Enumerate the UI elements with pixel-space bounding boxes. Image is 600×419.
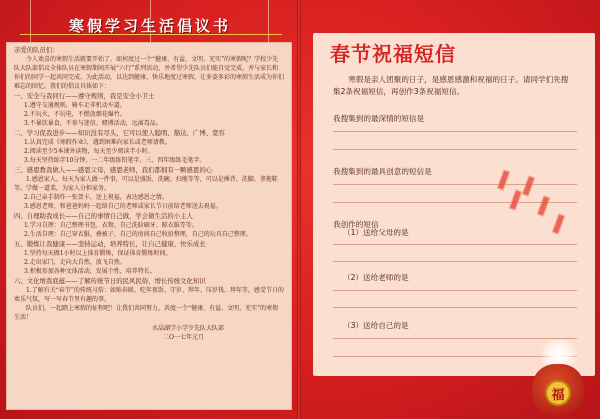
section-item: 3.每天坚持练字10分钟，一二年级练铅笔字，三、四年级练毛笔字。 (24, 157, 206, 164)
section-item: 2.阅读至少5本课外读物，每天至少阅读半小时。 (24, 148, 154, 155)
answer-line[interactable] (333, 244, 577, 245)
section-item: 2.走出家门，走向大自然，放飞自然。 (24, 259, 126, 266)
intro-paragraph: 令人欢喜的寒假生活就要开始了，如何度过一个“健康、有益、文明、充实”的寒假呢？学校少先队大队部倡议全体队员在寒假期间开展“六行”系列活动，并希望少先队员们能自觉完成，并与家长和你们的同学一起共同完成、为此活动，以达到健康、快乐地度过寒假，让多姿多彩的寒假生活成为你们难忘的回忆。我们的倡议具体如下： (14, 56, 285, 90)
section-item: 3.不暴饮暴食，不参与迷信、赌博活动，远离毒品。 (24, 120, 162, 127)
date: 二O一七年元月 (163, 334, 204, 341)
section-heading: 四、自理助我成长——自己的事情自己做，学会做生活的小主人 (14, 212, 193, 220)
greeting: 亲爱的队员们： (14, 46, 59, 54)
answer-line[interactable] (333, 338, 577, 339)
question-collected-deepest: 我搜集到的最深情的短信是 (333, 114, 425, 123)
answer-line[interactable] (333, 290, 577, 291)
answer-line[interactable] (333, 261, 577, 262)
closing-paragraph: 队员们，一起踏上寒假的征程吧！让我们共同努力，共度一个“健康、有益、文明、充实”的寒假生活！ (14, 305, 279, 321)
question-collected-creative: 我搜集到的最具创意的短信是 (333, 167, 432, 176)
answer-line[interactable] (333, 131, 577, 132)
section-item: 2.不玩火，不玩电，不燃放烟花爆竹。 (24, 111, 126, 118)
section-item: 1.感恩家人。每天为家人做一件事，可以是盛饭、洗碗、扫地等等，可以是捶背、洗脚、拿拖鞋等。学做一道菜，为家人分担家务。 (14, 176, 278, 192)
worksheet-title: 春节祝福短信 (330, 42, 456, 66)
section-item: 1.学习自理：自己整理书包、衣物、自己洗脸刷牙、晾衣服等等。 (24, 222, 198, 229)
section-heading: 三、感恩教我做人——感恩父母，感恩老师，我们都拥有一颗感恩的心 (14, 166, 213, 174)
subquestion-self: （3）送给自己的是 (343, 321, 409, 330)
title-underline (20, 34, 282, 35)
answer-line[interactable] (333, 149, 577, 150)
section-item: 3.感恩老师，和爸爸妈妈一起给自己的老师或家长节日前给老师送去祝福。 (24, 203, 222, 210)
question-own-creation: 我创作的短信 (333, 220, 379, 229)
worksheet-instructions: 寒假是亲人团聚的日子，是感恩感激和祝福的日子。请同学们先搜集2条祝福短信，再创作3条祝福短信。 (333, 75, 569, 96)
page-title: 寒假学习生活倡议书 (68, 16, 231, 35)
answer-line[interactable] (333, 184, 577, 185)
section-item: 1.遵守交通规则，骑车走非机动车道。 (24, 102, 126, 109)
section-heading: 一、安全与我同行——遵守规则，我是安全小卫士 (14, 92, 155, 100)
subquestion-teacher: （2）送给老师的是 (343, 273, 409, 282)
section-item: 2.自己亲手制作一张贺卡，送上祝福，表达感恩之情。 (24, 194, 168, 201)
section-heading: 五、锻炼让我健康——坚持运动，培养特长，让自己健康、快乐成长 (14, 240, 206, 248)
section-item: 1.坚持每天做1小时以上体育锻炼，保证体育锻炼时间。 (24, 250, 172, 257)
answer-line[interactable] (333, 307, 577, 308)
section-item: 1.认真完成《寒假作业》，遇到困难向家长或老师请教。 (24, 139, 171, 146)
page-fold-divider (297, 0, 301, 419)
section-heading: 六、文化增我底蕴——了解传统节日的民风民俗，增长传统文化知识 (14, 277, 206, 285)
section-heading: 二、学习促我进步——知识没有尽头，它可以使人聪明、豁达、广博、宽容 (14, 129, 225, 137)
proposal-letter (6, 42, 292, 410)
section-item: 2.生活自理：自己穿衣服、叠被子、自己的房间自己收拾整理，自己的玩具自己整理。 (24, 231, 252, 238)
section-item: 1.了解有关“春节”的传统习俗：如贴春联、吃年夜饭、守岁、拜年、压岁钱、拜年等，感受节日的欢乐气氛，写一写春节里有趣的事。 (14, 287, 284, 303)
fu-emblem (545, 380, 571, 406)
signature: 水晶湖学小学少先队大队部 (151, 325, 224, 332)
subquestion-parents: （1）送给父母的是 (343, 228, 409, 237)
section-item: 3.积极参加各种文体活动，发展个性，培养特长。 (24, 268, 156, 275)
fu-character: 福 (551, 387, 565, 403)
